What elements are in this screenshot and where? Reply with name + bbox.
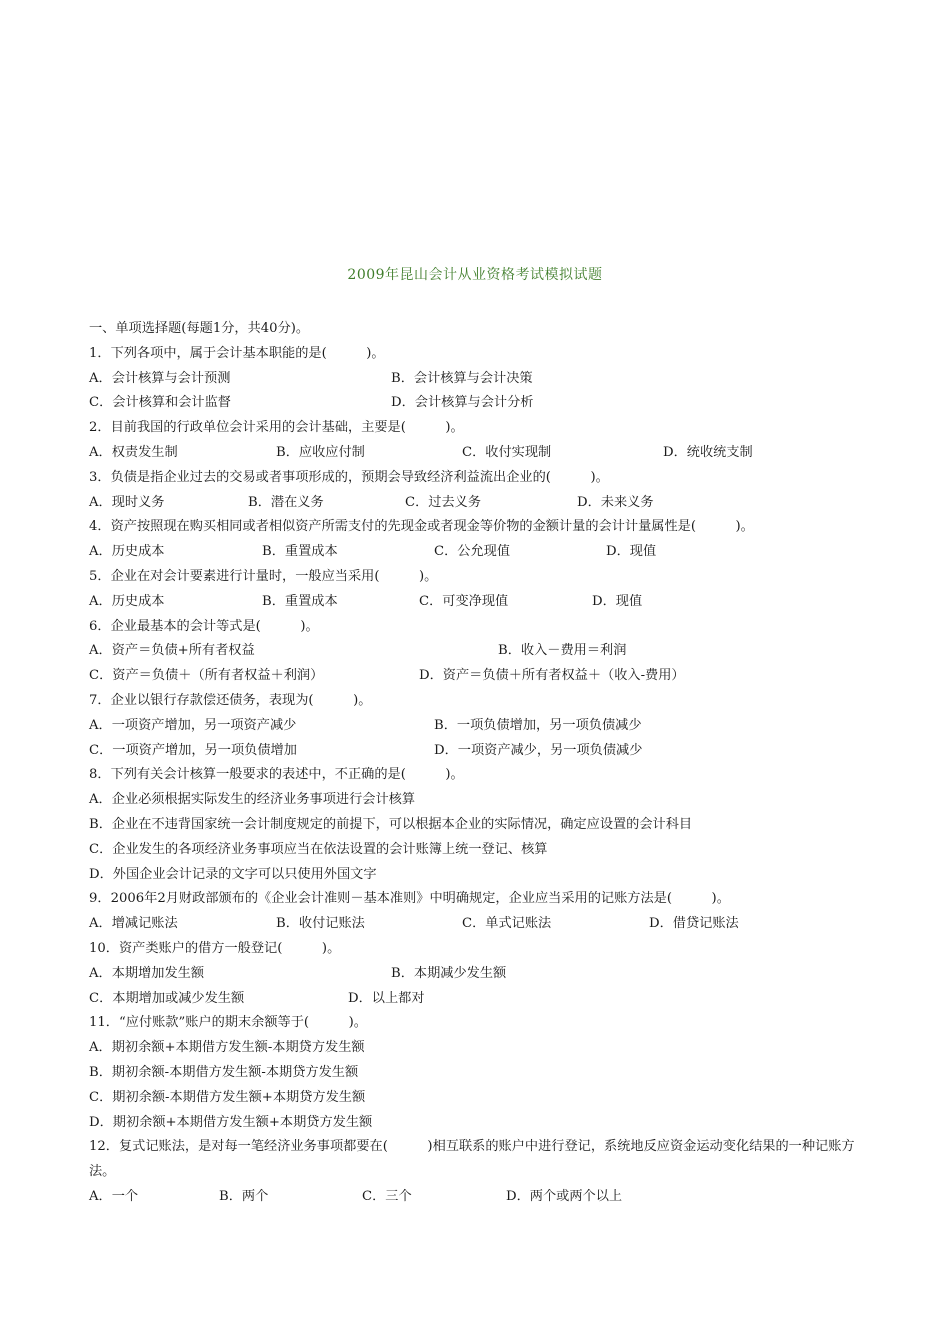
option-b: B．企业在不违背国家统一会计制度规定的前提下，可以根据本企业的实际情况，确定应设置的会计科目	[89, 816, 693, 832]
question-stem: 4．资产按照现在购买相同或者相似资产所需支付的先现金或者现金等价物的金额计量的会计计量属性是( )。	[89, 519, 754, 535]
option-row	[89, 639, 879, 664]
option-c: C．企业发生的各项经济业务事项应当在依法设置的会计账簿上统一登记、核算	[89, 841, 548, 857]
question-stem: 7．企业以银行存款偿还债务，表现为( )。	[89, 692, 372, 708]
option-d: D．统收统支制	[663, 444, 753, 460]
option-row	[89, 1185, 879, 1210]
option-a: A．一个	[89, 1188, 139, 1204]
option-row	[89, 1036, 879, 1061]
option-c: C．收付实现制	[462, 444, 552, 460]
option-a: A．历史成本	[89, 544, 165, 560]
question-stem: 2．目前我国的行政单位会计采用的会计基础，主要是( )。	[89, 420, 464, 436]
section-heading: 一、单项选择题(每题1分，共40分)。	[89, 321, 310, 336]
option-a: A．历史成本	[89, 593, 165, 609]
option-row	[89, 912, 879, 937]
option-a: A．增减记账法	[89, 916, 178, 932]
option-a: A．现时义务	[89, 494, 165, 510]
option-b: B．一项负债增加，另一项负债减少	[434, 717, 642, 733]
option-a: A．企业必须根据实际发生的经济业务事项进行会计核算	[89, 792, 416, 808]
option-a: A．一项资产增加，另一项资产减少	[89, 717, 297, 733]
option-c: C．期初余额-本期借方发生额+本期贷方发生额	[89, 1089, 366, 1105]
option-row	[89, 1111, 879, 1136]
question-stem: 11．“应付账款”账户的期末余额等于( )。	[89, 1015, 367, 1031]
option-d: D．现值	[606, 544, 657, 560]
option-a: A．本期增加发生额	[89, 965, 205, 981]
option-d: D．期初余额+本期借方发生额+本期贷方发生额	[89, 1114, 373, 1130]
option-row	[89, 391, 879, 416]
option-c: C．一项资产增加，另一项负债增加	[89, 742, 297, 758]
option-c: C．公允现值	[434, 544, 511, 560]
option-row	[89, 813, 879, 838]
option-row	[89, 962, 879, 987]
question-stem: 6．企业最基本的会计等式是( )。	[89, 618, 319, 634]
question-stem: 1．下列各项中，属于会计基本职能的是( )。	[89, 345, 385, 361]
option-row	[89, 590, 879, 615]
option-d: D．以上都对	[348, 990, 425, 1006]
option-a: A．权责发生制	[89, 444, 178, 460]
option-c: C．过去义务	[405, 494, 482, 510]
option-row	[89, 1086, 879, 1111]
question-stem: 9．2006年2月财政部颁布的《企业会计准则－基本准则》中明确规定，企业应当采用的记账方法是( )。	[89, 891, 730, 907]
option-c: C．可变净现值	[419, 593, 509, 609]
option-b: B．收入－费用＝利润	[498, 643, 627, 659]
option-d: D．现值	[592, 593, 643, 609]
option-row	[89, 788, 879, 813]
option-b: B．潜在义务	[248, 494, 324, 510]
option-b: B．会计核算与会计决策	[391, 370, 533, 386]
question-list	[89, 317, 879, 1210]
option-row	[89, 863, 879, 888]
option-d: D．一项资产减少，另一项负债减少	[434, 742, 643, 758]
question-stem: 12．复式记账法，是对每一笔经济业务事项都要在( )相互联系的账户中进行登记，系统地反应资金运动变化结果的一种记账方法。	[89, 1139, 855, 1180]
option-row	[89, 491, 879, 516]
option-row	[89, 739, 879, 764]
option-row	[89, 540, 879, 565]
question-stem: 8．下列有关会计核算一般要求的表述中，不正确的是( )。	[89, 767, 464, 783]
option-d: D．资产＝负债＋所有者权益＋（收入-费用）	[419, 668, 685, 684]
option-row	[89, 664, 879, 689]
question-stem: 5．企业在对会计要素进行计量时，一般应当采用( )。	[89, 568, 438, 584]
option-b: B．应收应付制	[276, 444, 365, 460]
option-d: D．两个或两个以上	[506, 1188, 623, 1204]
question-stem: 3．负债是指企业过去的交易或者事项形成的，预期会导致经济利益流出企业的( )。	[89, 469, 609, 485]
option-b: B．两个	[219, 1188, 269, 1204]
page-title: 2009年昆山会计从业资格考试模拟试题	[347, 267, 603, 283]
option-row	[89, 441, 879, 466]
option-c: C．单式记账法	[462, 916, 552, 932]
option-row	[89, 1061, 879, 1086]
option-b: B．期初余额-本期借方发生额-本期贷方发生额	[89, 1064, 359, 1080]
option-a: A．会计核算与会计预测	[89, 370, 231, 386]
option-row	[89, 838, 879, 863]
option-a: A．资产＝负债+所有者权益	[89, 643, 255, 659]
question-stem: 10．资产类账户的借方一般登记( )。	[89, 940, 341, 956]
option-row	[89, 714, 879, 739]
option-c: C．会计核算和会计监督	[89, 395, 231, 411]
option-d: D．借贷记账法	[649, 916, 739, 932]
option-d: D．外国企业会计记录的文字可以只使用外国文字	[89, 866, 377, 882]
option-b: B．收付记账法	[276, 916, 365, 932]
option-d: D．未来义务	[577, 494, 654, 510]
option-a: A．期初余额+本期借方发生额-本期贷方发生额	[89, 1040, 365, 1056]
option-c: C．资产＝负债＋（所有者权益＋利润）	[89, 668, 324, 684]
option-b: B．本期减少发生额	[391, 965, 507, 981]
option-b: B．重置成本	[262, 593, 338, 609]
option-c: C．本期增加或减少发生额	[89, 990, 245, 1006]
option-row	[89, 987, 879, 1012]
option-row	[89, 367, 879, 392]
option-c: C．三个	[362, 1188, 412, 1204]
option-d: D．会计核算与会计分析	[391, 395, 534, 411]
option-b: B．重置成本	[262, 544, 338, 560]
